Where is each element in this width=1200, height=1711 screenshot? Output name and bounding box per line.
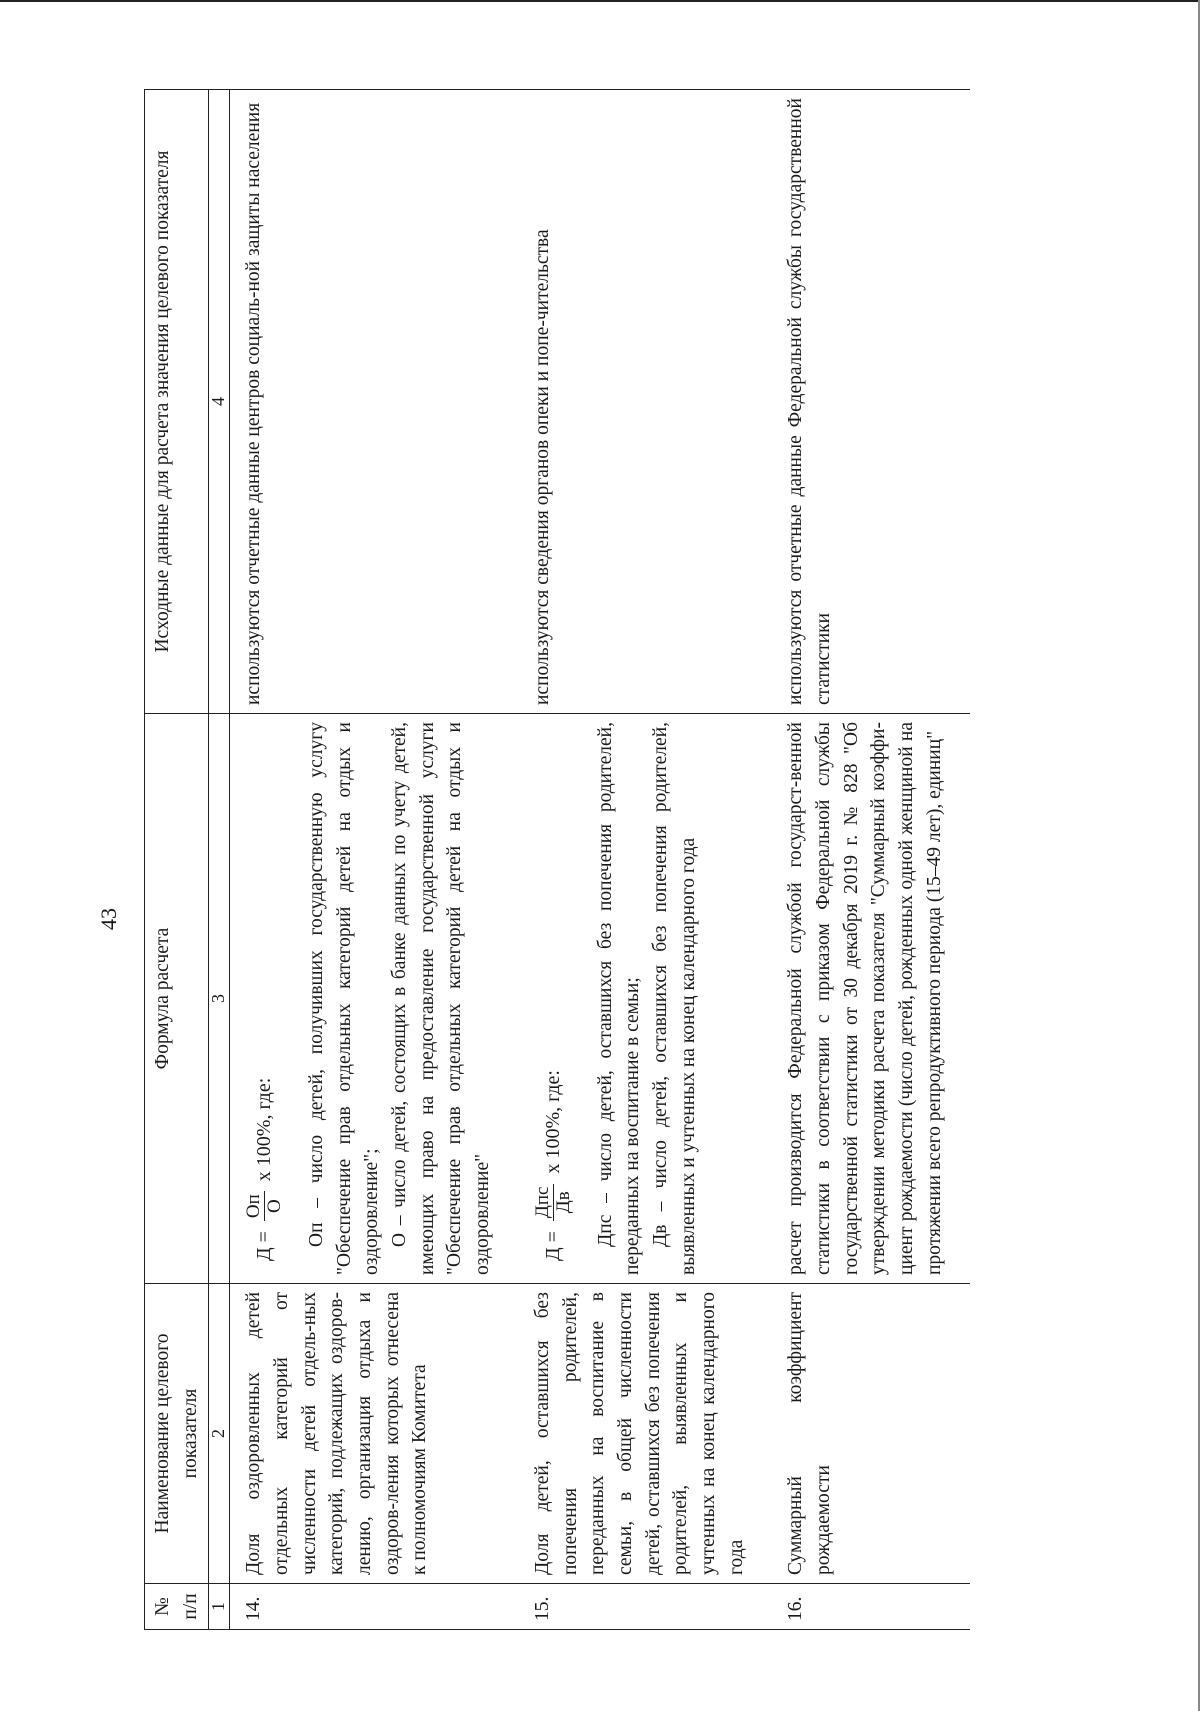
source-data: используются отчетные данные Федеральной службы государственной статистики [772,90,970,714]
header-formula: Формула расчета [145,714,209,1284]
formula [533,722,574,1261]
row-number: 14. [230,1584,519,1630]
rotated-page [144,90,979,1630]
source-data: используются отчетные данные центров социаль-ной защиты населения [230,90,519,714]
formula-fraction [244,1191,285,1221]
header-num: № п/п [145,1584,209,1630]
formula-denominator: О [264,1199,286,1213]
formula-numerator: Оп [244,1191,265,1221]
page-number: 43 [96,908,121,930]
formula-numerator: Дпс [533,1184,554,1222]
table-row [772,90,970,1630]
source-data: используются сведения органов опеки и попе-чительства [519,90,773,714]
formula-lhs: Д = [253,1231,276,1261]
table-row [519,90,773,1630]
formula-rhs: x 100%, где: [253,1077,276,1182]
scan-edge-top [0,0,1200,2]
formula-fraction [533,1184,574,1222]
formula [244,722,285,1261]
formula-rhs: x 100%, где: [542,1070,565,1174]
row-number: 15. [519,1584,773,1630]
column-number: 1 [209,1584,230,1630]
header-source: Исходные данные для расчета значения целевого показателя [145,90,209,714]
column-number: 4 [209,90,230,714]
header-row [145,90,209,1630]
column-number: 2 [209,1284,230,1584]
column-number-row [209,90,230,1630]
indicator-table [144,89,970,1630]
formula-cell [519,714,773,1284]
formula-denominator: Дв [552,1191,574,1214]
column-number: 3 [209,714,230,1284]
indicator-name: Суммарный коэффициент рождаемости [772,1284,970,1584]
header-name: Наименование целевого показателя [145,1284,209,1584]
formula-text: расчет производится Федеральной службой государст-венной статистики в соответствии с приказом Федеральной службы государственной статистики от 30 декабря 2019 г. № 828 "Об утверждении методики расчета показателя "Суммарный коэффи-циент рождаемости (число детей, рожденных одной женщиной на протяжении всего репродуктивного периода (15–49 лет), единиц" [772,714,970,1284]
formula-definition: Дпс – число детей, оставшихся без попечения родителей, переданных на воспитание в семьи; [594,722,644,1275]
formula-cell [230,714,519,1284]
indicator-name: Доля оздоровленных детей отдельных категорий от численности детей отдель-ных категорий, подлежащих оздоров-лению, организация отдыха и оздоров-ления которых отнесена к полномочиям Комитета [230,1284,519,1584]
formula-lhs: Д = [542,1231,565,1261]
indicator-name: Доля детей, оставшихся без попечения родителей, переданных на воспитание в семьи, в общей численности детей, оставшихся без попечения родителей, выявленных и учтенных на конец календарного года [519,1284,773,1584]
row-number: 16. [772,1584,970,1630]
formula-definition: О – число детей, состоящих в банке данных по учету детей, имеющих право на предоставление государственной услуги "Обеспечение прав отдельных категорий детей на отдых и оздоровление" [389,722,494,1275]
table-row [230,90,519,1630]
formula-definition: Оп – число детей, получивших государственную услугу "Обеспечение прав отдельных категорий детей на отдых и оздоровление"; [306,722,383,1275]
formula-definition: Дв – число детей, оставшихся без попечения родителей, выявленных и учтенных на конец календарного года [650,722,699,1275]
